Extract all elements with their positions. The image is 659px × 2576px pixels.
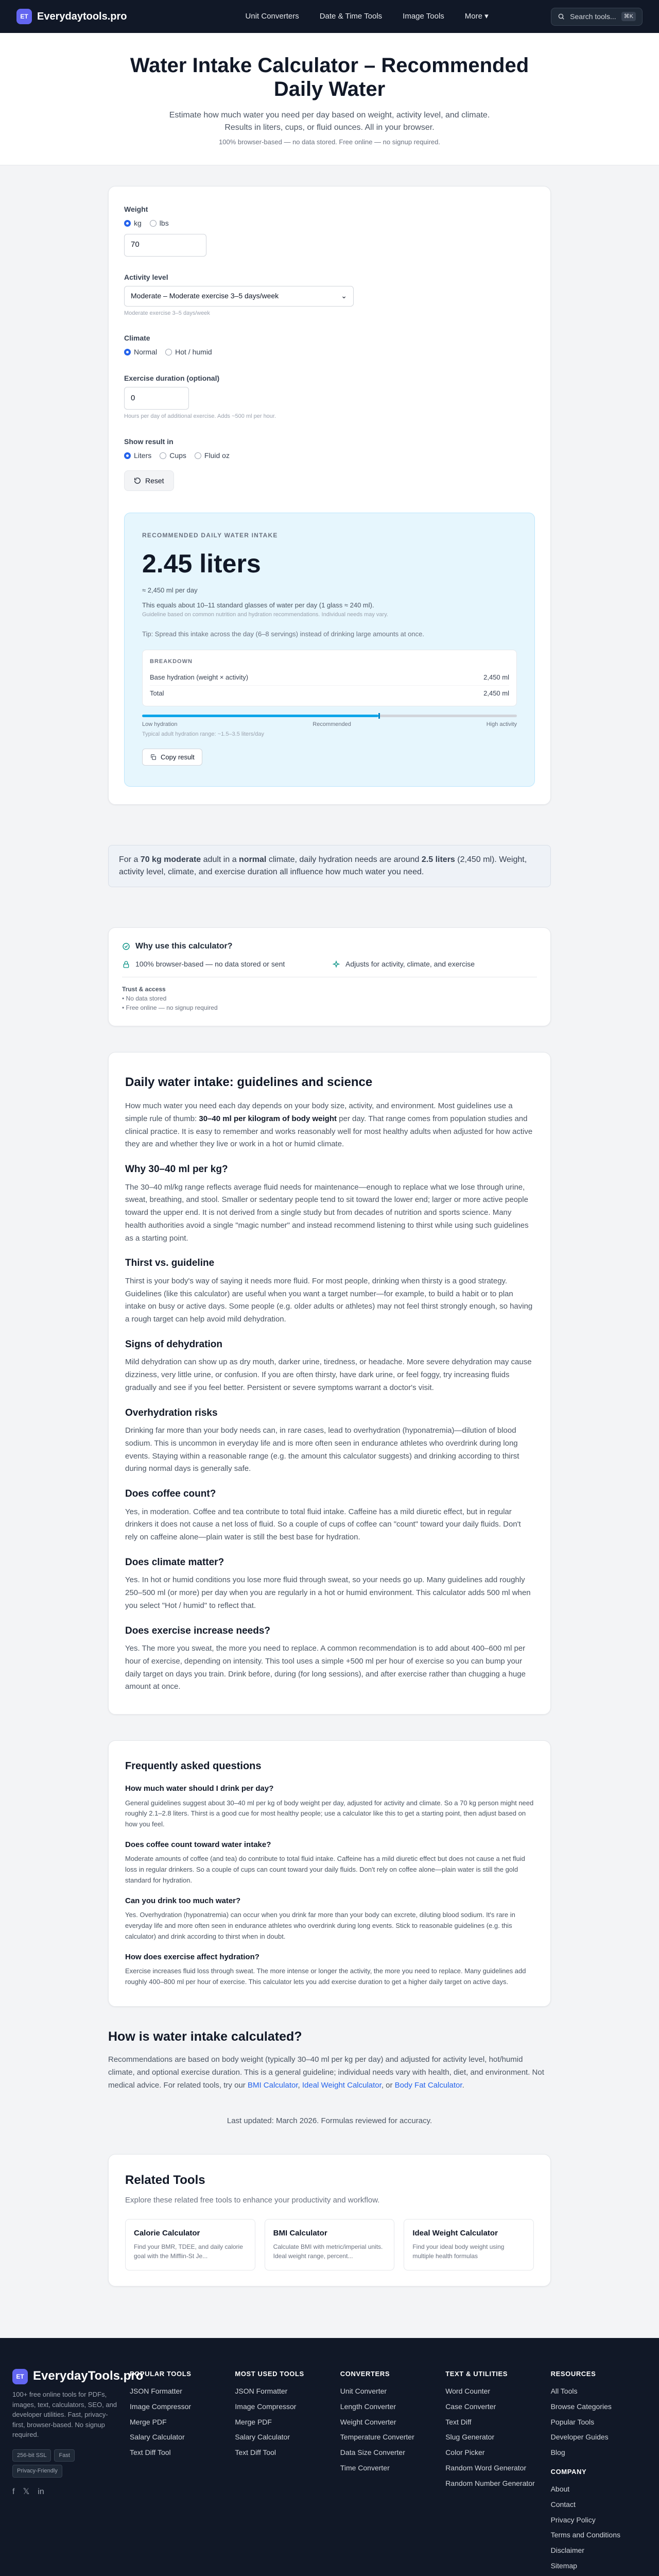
why-use-title-text: Why use this calculator? (135, 942, 233, 951)
hero (0, 33, 659, 165)
footer-link[interactable]: Terms and Conditions (550, 2531, 620, 2539)
radio-dot (160, 452, 166, 459)
search-icon (558, 13, 565, 20)
article-intro (125, 1100, 534, 1151)
footer-link[interactable]: JSON Formatter (130, 2386, 182, 2395)
how-title: How is water intake calculated? (108, 2029, 302, 2044)
how-sep: , or (381, 2080, 395, 2090)
activity-field (124, 272, 535, 318)
faq-answer: Yes. Overhydration (hyponatremia) can occur when you drink far more than your body can excrete, diluting blood sodium. It's rare in everyday life and more often seen in endurance athletes who overdrink during long events. Stick to reasonable guidelines (e.g. this calculator) and drink according to thirst when in doubt. (125, 1911, 515, 1940)
range-high-label: High activity (486, 721, 517, 727)
lock-icon (122, 960, 130, 969)
footer-link[interactable]: Contact (550, 2500, 576, 2509)
footer-link[interactable]: Slug Generator (445, 2433, 495, 2442)
feature-text: 100% browser-based — no data stored or sent (135, 960, 285, 968)
breakdown-box (142, 650, 517, 707)
footer-link[interactable]: Text Diff Tool (235, 2448, 276, 2457)
summary-pre: For a (119, 855, 141, 864)
show-in-radio-cups[interactable] (160, 450, 186, 461)
related-card-bmi[interactable] (265, 2219, 395, 2271)
radio-label: Fluid oz (204, 451, 230, 460)
footer-badges (12, 2449, 120, 2478)
range-low-label: Low hydration (142, 721, 178, 727)
summary-climate: normal (239, 855, 267, 864)
climate-label: Climate (124, 334, 150, 342)
section-heading: Overhydration risks (125, 1407, 218, 1418)
exercise-input[interactable]: 0 (124, 387, 189, 410)
section-heading: Why 30–40 ml per kg? (125, 1164, 228, 1175)
badge: Fast (54, 2449, 74, 2462)
exercise-label: Exercise duration (optional) (124, 374, 220, 382)
footer-grid (12, 2369, 647, 2576)
how-body: Recommendations are based on body weight (typically 30–40 ml per kg per day) and adjusted for activity level, hot/humid climate, and optional exercise duration. This is a general guideline; individual needs vary with health, diet, and environment. Not medical advice. For related tools, try our (108, 2055, 544, 2090)
radio-dot (124, 349, 131, 355)
intro-bold: 30–40 ml per kilogram of body weight (199, 1114, 337, 1123)
footer-col-title: TEXT & UTILITIES (445, 2370, 508, 2378)
chevron-down-icon: ▾ (484, 11, 489, 21)
footer-link[interactable]: Word Counter (445, 2386, 491, 2395)
exercise-hint: Hours per day of additional exercise. Adds ~500 ml per hour. (124, 413, 276, 419)
trust-item: • No data stored (122, 995, 167, 1002)
footer-link[interactable]: Browse Categories (550, 2402, 612, 2411)
breakdown-row-value: 2,450 ml (483, 673, 509, 681)
result-value: 2.45 liters (142, 549, 261, 578)
copy-result-button[interactable] (142, 749, 202, 766)
hydration-range-labels (142, 720, 517, 729)
show-in-radio-liters[interactable] (124, 450, 151, 461)
link-bmi-calculator[interactable]: BMI Calculator (247, 2080, 298, 2090)
how-calculated (108, 2027, 551, 2128)
activity-selected: Moderate – Moderate exercise 3–5 days/week (131, 292, 279, 300)
chevron-down-icon: ⌄ (341, 292, 347, 300)
breakdown-row (150, 686, 509, 701)
main-content (108, 186, 551, 2287)
summary-mid1: adult in a (201, 855, 239, 864)
range-mid-label: Recommended (313, 721, 351, 727)
footer-link[interactable]: Time Converter (340, 2464, 390, 2472)
activity-select[interactable] (124, 286, 354, 307)
related-card-calorie[interactable] (125, 2219, 255, 2271)
social-links (12, 2486, 120, 2498)
show-in-field (124, 436, 535, 461)
footer-link[interactable]: Popular Tools (550, 2417, 595, 2426)
footer-link[interactable]: Random Number Generator (445, 2479, 535, 2488)
unit-radio-lbs[interactable] (150, 218, 169, 229)
footer-link[interactable]: JSON Formatter (235, 2386, 288, 2395)
radio-dot (165, 349, 172, 355)
result-label: RECOMMENDED DAILY WATER INTAKE (142, 531, 278, 539)
footer-link[interactable]: Salary Calculator (130, 2433, 185, 2442)
radio-label: Normal (134, 348, 158, 356)
footer-link[interactable]: Merge PDF (130, 2417, 167, 2426)
hydration-range-bar (142, 715, 517, 717)
footer-brand[interactable] (12, 2369, 144, 2384)
faq-question: Can you drink too much water? (125, 1896, 241, 1905)
weight-input[interactable]: 70 (124, 234, 206, 257)
weight-unit-group (124, 218, 535, 229)
nav-more-label: More (464, 11, 482, 21)
footer-link[interactable]: Temperature Converter (340, 2433, 414, 2442)
section-text: The 30–40 ml/kg range reflects average fluid needs for maintenance—enough to replace what we lose through urine, sweat, breathing, and stool. Smaller or sedentary people tend to sit toward the lower end; larger or more active people toward the upper end. It is not derived from a single study but from decades of nutrition and sports science. Many health authorities avoid a single "magic number" and instead recommend listening to thirst while using such guidelines as a starting point. (125, 1182, 529, 1243)
trust-item: • Free online — no signup required (122, 1004, 218, 1011)
activity-hint: Moderate exercise 3–5 days/week (124, 310, 210, 316)
related-tools (108, 2154, 551, 2286)
summary-post: (2,450 ml). Weight, activity level, climate, and exercise duration all influence how much water you need. (119, 855, 527, 876)
hydration-range-fill (142, 715, 378, 717)
nav-more[interactable] (465, 11, 489, 23)
reset-label: Reset (145, 476, 164, 485)
why-use-title (122, 940, 537, 953)
radio-dot (124, 220, 131, 227)
badge: 256-bit SSL (12, 2449, 51, 2462)
footer-link[interactable]: Image Compressor (130, 2402, 192, 2411)
section-text: Thirst is your body's way of saying it needs more fluid. For most people, drinking when thirsty is a good strategy. Guidelines (like this calculator) are useful when you want a target number—for example, to build a habit or to plan intake on busy or active days. Some people (e.g. older adults or athletes) may not feel thirst strongly enough, so having a rough target can help avoid mild dehydration. (125, 1276, 533, 1324)
last-updated: Last updated: March 2026. Formulas reviewed for accuracy. (227, 2116, 432, 2125)
page-title: Water Intake Calculator – Recommended Daily Water (130, 54, 529, 100)
breakdown-title: BREAKDOWN (150, 658, 193, 665)
footer-col-resources (551, 2369, 647, 2576)
faq-question: How much water should I drink per day? (125, 1784, 274, 1793)
section-text: Mild dehydration can show up as dry mouth, darker urine, tiredness, or headache. More severe dehydration may cause dizziness, very little urine, or confusion. If you are often thirsty, have dark urine, or feel foggy, try increasing fluids gradually and see if you feel better. Persistent or severe symptoms warrant a doctor's visit. (125, 1358, 532, 1392)
footer-link[interactable]: Salary Calculator (235, 2433, 290, 2442)
summary-mid2: climate, daily hydration needs are around (266, 855, 422, 864)
faq-answer: General guidelines suggest about 30–40 ml per kg of body weight per day, adjusted for activity and climate. So a 70 kg person might need roughly 2.1–2.8 liters. Thirst is a good cue for most healthy people; use a calculator like this to get a starting point, then adjust based on how you feel. (125, 1799, 534, 1828)
footer-link[interactable]: Data Size Converter (340, 2448, 405, 2457)
result-note: Guideline based on common nutrition and hydration recommendations. Individual needs may vary. (142, 611, 388, 618)
top-navbar (0, 0, 659, 33)
footer-link[interactable]: Privacy Policy (550, 2515, 596, 2524)
faq-section (108, 1740, 551, 2007)
radio-label: lbs (159, 218, 169, 227)
related-card-desc: Find your ideal body weight using multiple health formulas (412, 2243, 505, 2260)
footer-brand-column (12, 2369, 144, 2576)
related-title: Related Tools (125, 2173, 205, 2188)
search-label: Search tools... (570, 12, 616, 21)
radio-label: Hot / humid (175, 348, 212, 356)
trust-title: Trust & access (122, 986, 166, 993)
footer-link[interactable]: Length Converter (340, 2402, 396, 2411)
show-in-label: Show result in (124, 437, 174, 446)
result-ml: ≈ 2,450 ml per day (142, 586, 198, 594)
site-logo[interactable] (16, 9, 127, 24)
footer-link[interactable]: Case Converter (445, 2402, 496, 2411)
feature-item (332, 959, 537, 970)
faq-question: How does exercise affect hydration? (125, 1952, 259, 1961)
linkedin-icon[interactable]: in (38, 2487, 44, 2496)
hero-note: 100% browser-based — no data stored. Free online — no signup required. (219, 138, 440, 146)
footer-col-converters (340, 2369, 436, 2576)
trust-section (122, 985, 537, 1012)
section-text: Yes. In hot or humid conditions you lose more fluid through sweat, so your needs go up. Many guidelines add roughly 250–500 ml (or more) per day when you are regularly in a hot or humid environment. This calculator adds 500 ml when you select "Hot / humid" to reflect that. (125, 1575, 531, 1610)
nav-image-tools[interactable]: Image Tools (403, 11, 444, 21)
faq-answer: Exercise increases fluid loss through sweat. The more intense or longer the activity, the more you need to replace. Many guidelines add roughly 400–800 ml per hour of exercise. This calculator lets you add exercise duration to get a higher daily target on active days. (125, 1967, 526, 1986)
section-text: Yes. The more you sweat, the more you need to replace. A common recommendation is to add about 400–600 ml per hour of exercise, depending on intensity. This tool uses a simple +500 ml per hour of exercise so you can bump your daily target on days you train. Drink before, during (for long sessions), and after exercise rather than chugging a huge amount at once. (125, 1644, 526, 1691)
footer-link[interactable]: Disclaimer (550, 2546, 584, 2555)
twitter-x-icon[interactable]: 𝕏 (23, 2487, 30, 2496)
section-heading: Thirst vs. guideline (125, 1258, 215, 1269)
guidelines-article (108, 1052, 551, 1715)
search-shortcut: ⌘K (621, 12, 636, 22)
link-ideal-weight-calculator[interactable]: Ideal Weight Calculator (302, 2080, 381, 2090)
main-nav (246, 11, 489, 23)
exercise-field (124, 373, 535, 421)
footer-col-title: COMPANY (550, 2468, 587, 2476)
weight-field (124, 204, 535, 257)
climate-radio-normal[interactable] (124, 347, 157, 358)
nav-date-time-tools[interactable]: Date & Time Tools (319, 11, 383, 21)
footer-link[interactable]: About (550, 2484, 570, 2493)
breakdown-row-value: 2,450 ml (483, 689, 509, 697)
calculator-card (108, 186, 551, 805)
footer-link[interactable]: Unit Converter (340, 2386, 387, 2395)
feature-item (122, 959, 327, 970)
footer-link[interactable]: Text Diff (445, 2417, 472, 2426)
footer-link[interactable]: Sitemap (550, 2562, 577, 2570)
faq-answer: Moderate amounts of coffee (and tea) do contribute to total fluid intake. Caffeine has a mild diuretic effect but does not cause a net fluid loss in regular drinkers. So a couple of cups can count toward your daily fluids. Don't rely on coffee alone—plain water is still the gold standard for hydration. (125, 1855, 525, 1884)
related-card-ideal-weight[interactable] (404, 2219, 534, 2271)
faq-question: Does coffee count toward water intake? (125, 1840, 271, 1849)
radio-dot (195, 452, 201, 459)
article-title: Daily water intake: guidelines and science (125, 1075, 373, 1089)
nav-unit-converters[interactable]: Unit Converters (245, 11, 299, 21)
unit-radio-kg[interactable] (124, 218, 142, 229)
breakdown-row-label: Base hydration (weight × activity) (150, 673, 249, 681)
footer-link[interactable]: Merge PDF (235, 2417, 272, 2426)
sparkle-icon (332, 960, 340, 969)
footer-col-popular (130, 2369, 226, 2576)
search-button[interactable] (551, 8, 643, 26)
related-card-desc: Calculate BMI with metric/imperial units. Ideal weight range, percent... (273, 2243, 383, 2260)
climate-radio-hot[interactable] (165, 347, 212, 358)
reset-icon (134, 477, 141, 484)
badge: Privacy-Friendly (12, 2465, 62, 2478)
logo-mark: ET (16, 9, 32, 24)
result-glasses: This equals about 10–11 standard glasses of water per day (1 glass ≈ 240 ml). (142, 601, 374, 609)
summary-activity: moderate (164, 855, 201, 864)
related-cards (125, 2219, 534, 2271)
climate-field (124, 333, 535, 358)
how-sep: , (298, 2080, 302, 2090)
related-intro: Explore these related free tools to enhance your productivity and workflow. (125, 2196, 380, 2205)
breakdown-row (150, 670, 509, 686)
radio-dot (150, 220, 157, 227)
breakdown-row-label: Total (150, 689, 164, 697)
result-tip: Tip: Spread this intake across the day (6–8 servings) instead of drinking large amounts at once. (142, 630, 424, 638)
footer-link[interactable]: Color Picker (445, 2448, 485, 2457)
result-summary (108, 845, 551, 887)
related-card-title: Calorie Calculator (134, 2228, 200, 2238)
radio-dot (124, 452, 131, 459)
hero-lead: Estimate how much water you need per day based on weight, activity level, and climate. Results in liters, cups, or fluid ounces. All in your browser. (169, 111, 490, 132)
footer-link[interactable]: Blog (550, 2448, 565, 2457)
range-caption: Typical adult hydration range: ~1.5–3.5 liters/day (142, 731, 264, 737)
check-circle-icon (122, 942, 130, 951)
footer-description: 100+ free online tools for PDFs, images, text, calculators, SEO, and developer utilities. Fast, privacy-first, browser-based. No signup required. (12, 2391, 117, 2439)
copy-icon (150, 754, 157, 760)
show-in-radio-floz[interactable] (195, 450, 230, 461)
footer-link[interactable]: Image Compressor (235, 2402, 297, 2411)
brand-name: Everydaytools.pro (37, 11, 127, 22)
weight-label: Weight (124, 205, 148, 213)
site-footer (0, 2338, 659, 2576)
radio-label: Cups (169, 451, 186, 460)
footer-col-text-utilities (445, 2369, 541, 2576)
section-heading: Does exercise increase needs? (125, 1625, 271, 1636)
related-card-title: Ideal Weight Calculator (412, 2228, 498, 2238)
facebook-icon[interactable]: f (12, 2487, 15, 2496)
section-heading: Does climate matter? (125, 1556, 224, 1568)
intro-pre: How much water you need each day depends on your body size, activity, and environment. Most guidelines use a simple rule of thumb: (125, 1101, 513, 1123)
faq-title: Frequently asked questions (125, 1760, 262, 1772)
summary-amount: 2.5 liters (421, 855, 455, 864)
footer-link[interactable]: Random Word Generator (445, 2464, 527, 2472)
logo-mark: ET (12, 2369, 28, 2384)
footer-link[interactable]: Developer Guides (550, 2433, 609, 2442)
copy-result-label: Copy result (161, 753, 195, 761)
related-card-desc: Find your BMR, TDEE, and daily calorie goal with the Mifflin-St Je... (134, 2243, 243, 2260)
radio-label: kg (134, 218, 142, 227)
footer-col-most-used (235, 2369, 331, 2576)
result-panel (124, 513, 535, 787)
activity-label: Activity level (124, 273, 168, 281)
footer-link[interactable]: Weight Converter (340, 2417, 396, 2426)
show-in-group (124, 450, 535, 461)
intro-post: per day. That range comes from population studies and clinical practice. It is easy to remember and works reasonably well for most healthy adults when adjusted for how active they are and whether they live or work in a hot or humid climate. (125, 1114, 533, 1149)
summary-weight: 70 kg (140, 855, 162, 864)
section-text: Yes, in moderation. Coffee and tea contribute to total fluid intake. Caffeine has a mild diuretic effect, but in regular drinkers it does not cause a net loss of fluid. So a couple of cups of coffee can "count" toward your daily fluids. Don't rely on caffeine alone—plain water is still the best base for hydration. (125, 1507, 521, 1541)
link-body-fat-calculator[interactable]: Body Fat Calculator (394, 2080, 462, 2090)
footer-col-title: POPULAR TOOLS (130, 2370, 192, 2378)
footer-brand-name: EverydayTools.pro (33, 2369, 144, 2383)
section-heading: Signs of dehydration (125, 1338, 222, 1350)
radio-label: Liters (134, 451, 152, 460)
related-card-title: BMI Calculator (273, 2228, 327, 2238)
how-end: . (462, 2080, 464, 2090)
hydration-range-marker (378, 713, 380, 719)
reset-button[interactable] (124, 470, 174, 491)
footer-col-title: RESOURCES (550, 2370, 596, 2378)
why-use-card (108, 927, 551, 1026)
how-text (108, 2054, 551, 2092)
footer-link[interactable]: Text Diff Tool (130, 2448, 171, 2457)
footer-col-title: MOST USED TOOLS (235, 2370, 304, 2378)
feature-text: Adjusts for activity, climate, and exercise (345, 960, 475, 968)
section-heading: Does coffee count? (125, 1488, 216, 1499)
section-text: Drinking far more than your body needs can, in rare cases, lead to overhydration (hyponatremia)—dilution of blood sodium. This is uncommon in everyday life and is more often seen in endurance athletes who overdrink during long events. Staying within a reasonable range (e.g. the amount this calculator suggests) and drinking according to thirst during normal days is generally safe. (125, 1426, 519, 1473)
footer-col-title: CONVERTERS (340, 2370, 390, 2378)
footer-link[interactable]: All Tools (550, 2386, 578, 2395)
why-features (122, 959, 537, 977)
climate-group (124, 347, 535, 358)
